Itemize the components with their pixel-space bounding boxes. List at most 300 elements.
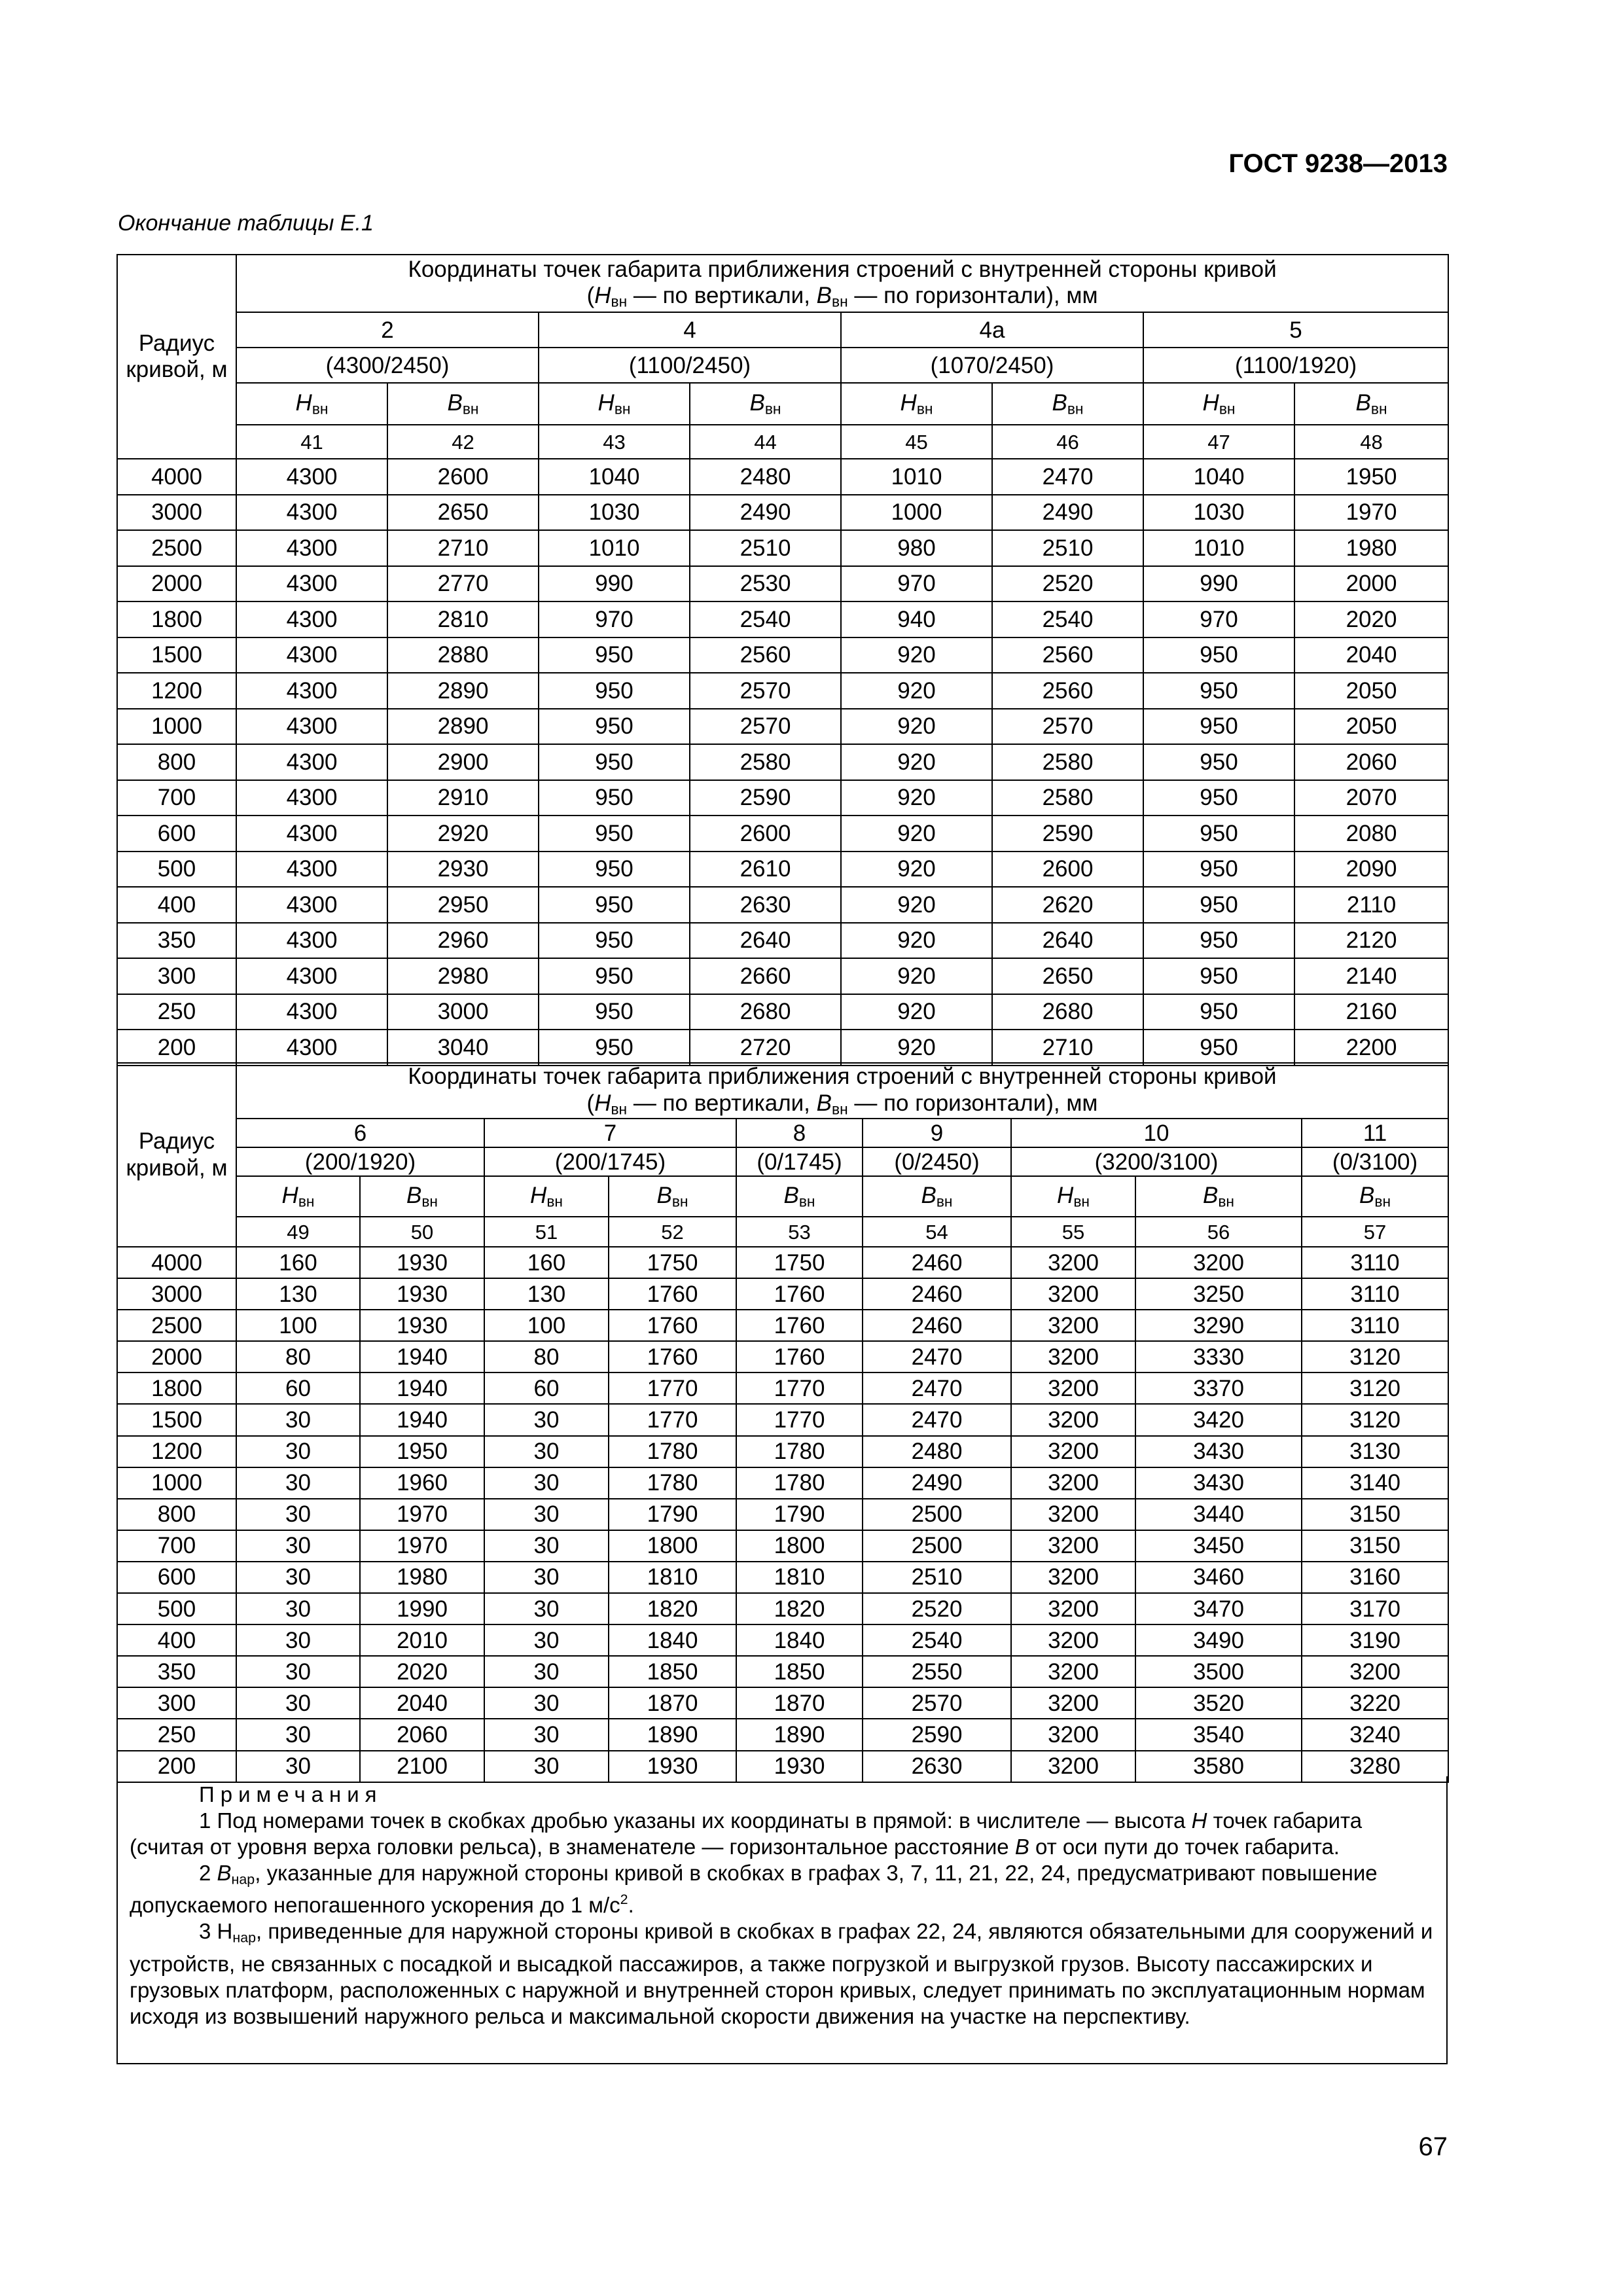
h-column-header: $H_{вн}$ — [1011, 1176, 1135, 1217]
value-cell: 30 — [236, 1751, 360, 1782]
value-cell: 920 — [841, 709, 992, 745]
value-cell: 1030 — [539, 495, 690, 531]
value-cell: 2890 — [387, 673, 539, 709]
value-cell: 3420 — [1135, 1404, 1302, 1435]
radius-cell: 500 — [117, 1593, 236, 1624]
note-1: 1 Под номерами точек в скобках дробью указаны их координаты в прямой: в числителе — высота H точек габарита (считая от уровня верха головки рельса), в знаменателе — горизонтальное расстояние B от оси пути до точек габарита. — [130, 1808, 1363, 1859]
value-cell: 3200 — [1135, 1247, 1302, 1278]
value-cell: 1850 — [609, 1656, 736, 1687]
value-cell: 30 — [484, 1719, 609, 1750]
value-cell: 2020 — [360, 1656, 484, 1687]
value-cell: 30 — [236, 1562, 360, 1593]
b-column-header: $B_{вн}$ — [863, 1176, 1011, 1217]
value-cell: 950 — [539, 744, 690, 780]
value-cell: 2630 — [863, 1751, 1011, 1782]
value-cell: 1800 — [736, 1530, 863, 1562]
value-cell: 2540 — [863, 1624, 1011, 1656]
value-cell: 3220 — [1302, 1687, 1448, 1719]
value-cell: 1870 — [736, 1687, 863, 1719]
radius-cell: 1200 — [117, 1436, 236, 1467]
value-cell: 2000 — [1294, 566, 1448, 602]
value-cell: 4300 — [236, 958, 387, 994]
radius-cell: 250 — [117, 994, 236, 1030]
value-cell: 30 — [484, 1467, 609, 1499]
value-cell: 1980 — [360, 1562, 484, 1593]
value-cell: 4300 — [236, 744, 387, 780]
radius-cell: 700 — [117, 1530, 236, 1562]
value-cell: 2920 — [387, 816, 539, 852]
value-cell: 920 — [841, 780, 992, 816]
note-3: 3 $H_{нар}$, приведенные для наружной стороны кривой в скобках в графах 22, 24, являются обязательными для сооружений и устройств, не связанных с посадкой и высадкой пассажиров, а также погрузкой и выгрузкой грузов. Высоту пассажирских и грузовых платформ, расположенных с наружной и внутренней сторон кривых, следует принимать по эксплуатационным нормам исходя из возвышений наружного рельса и максимальной скорости движения на участке на перспективу. — [130, 1919, 1433, 2028]
table-row — [117, 1341, 1448, 1372]
value-cell: 1820 — [736, 1593, 863, 1624]
radius-header: Радиус кривой, м — [117, 1063, 236, 1247]
value-cell: 30 — [484, 1436, 609, 1467]
value-cell: 1770 — [736, 1404, 863, 1435]
value-cell: 2140 — [1294, 958, 1448, 994]
value-cell: 2050 — [1294, 709, 1448, 745]
table-row — [117, 1404, 1448, 1435]
value-cell: 30 — [484, 1562, 609, 1593]
column-number: 55 — [1011, 1217, 1135, 1247]
radius-cell: 1000 — [117, 709, 236, 745]
note-2: 2 $B_{нар}$, указанные для наружной стороны кривой в скобках в графах 3, 7, 11, 21, 22, 24, предусматривают повышение допускаемого непогашенного ускорения до 1 $м/с^2$. — [130, 1861, 1378, 1918]
value-cell: 3040 — [387, 1030, 539, 1066]
value-cell: 2590 — [863, 1719, 1011, 1750]
value-cell: 950 — [1143, 994, 1294, 1030]
value-cell: 4300 — [236, 816, 387, 852]
value-cell: 2570 — [863, 1687, 1011, 1719]
value-cell: 2650 — [387, 495, 539, 531]
b-column-header: $B_{вн}$ — [992, 383, 1143, 425]
value-cell: 130 — [484, 1278, 609, 1310]
value-cell: 990 — [539, 566, 690, 602]
value-cell: 2010 — [360, 1624, 484, 1656]
value-cell: 2460 — [863, 1247, 1011, 1278]
value-cell: 1820 — [609, 1593, 736, 1624]
value-cell: 3170 — [1302, 1593, 1448, 1624]
value-cell: 1780 — [736, 1436, 863, 1467]
value-cell: 2580 — [992, 744, 1143, 780]
value-cell: 2090 — [1294, 852, 1448, 888]
table-e1-part2 — [116, 1062, 1449, 1783]
table-row — [117, 1372, 1448, 1404]
value-cell: 950 — [539, 673, 690, 709]
value-cell: 3200 — [1011, 1467, 1135, 1499]
notes-block — [116, 1776, 1448, 2064]
value-cell: 80 — [484, 1341, 609, 1372]
value-cell: 30 — [484, 1624, 609, 1656]
radius-cell: 800 — [117, 1499, 236, 1530]
table-row — [117, 1562, 1448, 1593]
value-cell: 3200 — [1011, 1593, 1135, 1624]
value-cell: 2490 — [992, 495, 1143, 531]
value-cell: 3190 — [1302, 1624, 1448, 1656]
value-cell: 2540 — [690, 601, 841, 637]
value-cell: 1950 — [360, 1436, 484, 1467]
value-cell: 2980 — [387, 958, 539, 994]
value-cell: 3110 — [1302, 1310, 1448, 1341]
column-number: 47 — [1143, 425, 1294, 459]
value-cell: 950 — [1143, 637, 1294, 673]
value-cell: 30 — [484, 1687, 609, 1719]
table-row — [117, 1247, 1448, 1278]
value-cell: 1790 — [736, 1499, 863, 1530]
value-cell: 2900 — [387, 744, 539, 780]
value-cell: 2200 — [1294, 1030, 1448, 1066]
coords-title: Координаты точек габарита приближения строений с внутренней стороны кривой ($H_{вн}$ — по вертикали, $B_{вн}$ — по горизонтали), мм — [236, 1063, 1448, 1119]
point-coords: (1070/2450) — [841, 348, 1143, 383]
value-cell: 3110 — [1302, 1247, 1448, 1278]
value-cell: 3200 — [1011, 1278, 1135, 1310]
value-cell: 950 — [539, 994, 690, 1030]
value-cell: 4300 — [236, 637, 387, 673]
table-row — [117, 530, 1448, 566]
value-cell: 3120 — [1302, 1404, 1448, 1435]
value-cell: 3430 — [1135, 1436, 1302, 1467]
value-cell: 30 — [236, 1467, 360, 1499]
value-cell: 30 — [236, 1593, 360, 1624]
value-cell: 1760 — [609, 1341, 736, 1372]
value-cell: 2470 — [992, 459, 1143, 495]
point-number: 9 — [863, 1119, 1011, 1147]
radius-cell: 200 — [117, 1751, 236, 1782]
point-coords: (1100/2450) — [539, 348, 841, 383]
value-cell: 950 — [1143, 887, 1294, 923]
radius-cell: 400 — [117, 887, 236, 923]
value-cell: 2570 — [690, 709, 841, 745]
column-number: 56 — [1135, 1217, 1302, 1247]
value-cell: 950 — [1143, 673, 1294, 709]
value-cell: 30 — [484, 1751, 609, 1782]
value-cell: 950 — [1143, 1030, 1294, 1066]
value-cell: 2510 — [992, 530, 1143, 566]
value-cell: 2660 — [690, 958, 841, 994]
value-cell: 2640 — [992, 923, 1143, 959]
table-row — [117, 1719, 1448, 1750]
radius-header: Радиус кривой, м — [117, 255, 236, 459]
column-numbers-row — [117, 425, 1448, 459]
value-cell: 3200 — [1011, 1372, 1135, 1404]
value-cell: 950 — [1143, 709, 1294, 745]
column-number: 43 — [539, 425, 690, 459]
value-cell: 3200 — [1011, 1530, 1135, 1562]
value-cell: 920 — [841, 887, 992, 923]
point-number: 11 — [1302, 1119, 1448, 1147]
value-cell: 950 — [1143, 958, 1294, 994]
radius-cell: 1000 — [117, 1467, 236, 1499]
value-cell: 980 — [841, 530, 992, 566]
value-cell: 950 — [539, 816, 690, 852]
value-cell: 30 — [236, 1530, 360, 1562]
radius-cell: 600 — [117, 1562, 236, 1593]
point-number: 8 — [736, 1119, 863, 1147]
value-cell: 3200 — [1011, 1562, 1135, 1593]
table-row — [117, 709, 1448, 745]
value-cell: 80 — [236, 1341, 360, 1372]
value-cell: 2520 — [863, 1593, 1011, 1624]
point-coords: (3200/3100) — [1011, 1147, 1302, 1176]
column-number: 57 — [1302, 1217, 1448, 1247]
value-cell: 1790 — [609, 1499, 736, 1530]
value-cell: 30 — [236, 1404, 360, 1435]
column-number: 42 — [387, 425, 539, 459]
radius-cell: 3000 — [117, 1278, 236, 1310]
value-cell: 4300 — [236, 459, 387, 495]
value-cell: 3200 — [1011, 1624, 1135, 1656]
value-cell: 4300 — [236, 673, 387, 709]
value-cell: 2460 — [863, 1310, 1011, 1341]
value-cell: 3200 — [1011, 1341, 1135, 1372]
value-cell: 2540 — [992, 601, 1143, 637]
value-cell: 3370 — [1135, 1372, 1302, 1404]
radius-cell: 1500 — [117, 1404, 236, 1435]
column-number: 44 — [690, 425, 841, 459]
point-coords-row — [117, 348, 1448, 383]
value-cell: 2490 — [690, 495, 841, 531]
value-cell: 2590 — [992, 816, 1143, 852]
value-cell: 1750 — [609, 1247, 736, 1278]
value-cell: 3200 — [1302, 1656, 1448, 1687]
table-row — [117, 852, 1448, 888]
value-cell: 1870 — [609, 1687, 736, 1719]
value-cell: 2950 — [387, 887, 539, 923]
value-cell: 1840 — [736, 1624, 863, 1656]
point-coords: (200/1920) — [236, 1147, 484, 1176]
value-cell: 2610 — [690, 852, 841, 888]
radius-cell: 300 — [117, 1687, 236, 1719]
value-cell: 2480 — [863, 1436, 1011, 1467]
value-cell: 1810 — [736, 1562, 863, 1593]
radius-cell: 1200 — [117, 673, 236, 709]
value-cell: 3500 — [1135, 1656, 1302, 1687]
b-column-header: $B_{вн}$ — [609, 1176, 736, 1217]
value-cell: 1760 — [736, 1278, 863, 1310]
table-row — [117, 566, 1448, 602]
value-cell: 950 — [539, 709, 690, 745]
radius-cell: 1500 — [117, 637, 236, 673]
value-cell: 4300 — [236, 994, 387, 1030]
value-cell: 4300 — [236, 495, 387, 531]
h-column-header: $H_{вн}$ — [236, 383, 387, 425]
value-cell: 2590 — [690, 780, 841, 816]
value-cell: 3200 — [1011, 1404, 1135, 1435]
point-number: 7 — [484, 1119, 736, 1147]
value-cell: 1040 — [539, 459, 690, 495]
value-cell: 920 — [841, 637, 992, 673]
table-row — [117, 1436, 1448, 1467]
value-cell: 2600 — [992, 852, 1143, 888]
point-number: 4а — [841, 312, 1143, 348]
value-cell: 1930 — [609, 1751, 736, 1782]
value-cell: 3250 — [1135, 1278, 1302, 1310]
value-cell: 1030 — [1143, 495, 1294, 531]
point-coords: (200/1745) — [484, 1147, 736, 1176]
value-cell: 3330 — [1135, 1341, 1302, 1372]
value-cell: 30 — [484, 1593, 609, 1624]
value-cell: 950 — [539, 1030, 690, 1066]
b-column-header: $B_{вн}$ — [736, 1176, 863, 1217]
value-cell: 30 — [484, 1499, 609, 1530]
value-cell: 950 — [539, 958, 690, 994]
point-number: 5 — [1143, 312, 1448, 348]
value-cell: 3150 — [1302, 1530, 1448, 1562]
value-cell: 950 — [539, 637, 690, 673]
value-cell: 3140 — [1302, 1467, 1448, 1499]
value-cell: 1970 — [360, 1499, 484, 1530]
column-number: 49 — [236, 1217, 360, 1247]
value-cell: 3200 — [1011, 1687, 1135, 1719]
value-cell: 3200 — [1011, 1656, 1135, 1687]
value-cell: 2910 — [387, 780, 539, 816]
value-cell: 950 — [539, 780, 690, 816]
radius-cell: 3000 — [117, 495, 236, 531]
value-cell: 2960 — [387, 923, 539, 959]
value-cell: 1760 — [736, 1310, 863, 1341]
value-cell: 1850 — [736, 1656, 863, 1687]
value-cell: 950 — [539, 923, 690, 959]
value-cell: 3520 — [1135, 1687, 1302, 1719]
radius-cell: 250 — [117, 1719, 236, 1750]
table-row — [117, 816, 1448, 852]
value-cell: 1760 — [609, 1278, 736, 1310]
value-cell: 920 — [841, 1030, 992, 1066]
value-cell: 2650 — [992, 958, 1143, 994]
column-number: 50 — [360, 1217, 484, 1247]
value-cell: 1930 — [360, 1278, 484, 1310]
value-cell: 3540 — [1135, 1719, 1302, 1750]
value-cell: 1800 — [609, 1530, 736, 1562]
point-coords: (0/2450) — [863, 1147, 1011, 1176]
value-cell: 4300 — [236, 709, 387, 745]
value-cell: 30 — [236, 1624, 360, 1656]
value-cell: 160 — [236, 1247, 360, 1278]
value-cell: 4300 — [236, 1030, 387, 1066]
point-numbers-row — [117, 312, 1448, 348]
value-cell: 2680 — [690, 994, 841, 1030]
value-cell: 1940 — [360, 1404, 484, 1435]
value-cell: 920 — [841, 994, 992, 1030]
value-cell: 1930 — [360, 1310, 484, 1341]
value-cell: 2070 — [1294, 780, 1448, 816]
value-cell: 970 — [1143, 601, 1294, 637]
table-row — [117, 1030, 1448, 1066]
table-row — [117, 1593, 1448, 1624]
value-cell: 920 — [841, 958, 992, 994]
table-row — [117, 994, 1448, 1030]
radius-cell: 4000 — [117, 459, 236, 495]
value-cell: 940 — [841, 601, 992, 637]
value-cell: 2110 — [1294, 887, 1448, 923]
radius-cell: 500 — [117, 852, 236, 888]
value-cell: 1970 — [1294, 495, 1448, 531]
value-cell: 3440 — [1135, 1499, 1302, 1530]
value-cell: 3200 — [1011, 1247, 1135, 1278]
b-column-header: $B_{вн}$ — [690, 383, 841, 425]
value-cell: 2810 — [387, 601, 539, 637]
value-cell: 2560 — [992, 637, 1143, 673]
value-cell: 3450 — [1135, 1530, 1302, 1562]
value-cell: 2570 — [992, 709, 1143, 745]
table-row — [117, 887, 1448, 923]
h-column-header: $H_{вн}$ — [539, 383, 690, 425]
value-cell: 2040 — [360, 1687, 484, 1719]
b-column-header: $B_{вн}$ — [1135, 1176, 1302, 1217]
value-cell: 2630 — [690, 887, 841, 923]
value-cell: 3490 — [1135, 1624, 1302, 1656]
value-cell: 1770 — [736, 1372, 863, 1404]
table2-body — [117, 1247, 1448, 1782]
b-column-header: $B_{вн}$ — [387, 383, 539, 425]
value-cell: 1010 — [1143, 530, 1294, 566]
h-column-header: $H_{вн}$ — [484, 1176, 609, 1217]
value-cell: 3430 — [1135, 1467, 1302, 1499]
value-cell: 2620 — [992, 887, 1143, 923]
value-cell: 2550 — [863, 1656, 1011, 1687]
value-cell: 2490 — [863, 1467, 1011, 1499]
value-cell: 970 — [539, 601, 690, 637]
radius-cell: 2000 — [117, 1341, 236, 1372]
value-cell: 4300 — [236, 530, 387, 566]
value-cell: 4300 — [236, 566, 387, 602]
value-cell: 100 — [484, 1310, 609, 1341]
value-cell: 160 — [484, 1247, 609, 1278]
hb-header-row — [117, 383, 1448, 425]
hb-header-row — [117, 1176, 1448, 1217]
column-number: 48 — [1294, 425, 1448, 459]
value-cell: 1010 — [841, 459, 992, 495]
value-cell: 2500 — [863, 1499, 1011, 1530]
value-cell: 2500 — [863, 1530, 1011, 1562]
value-cell: 3240 — [1302, 1719, 1448, 1750]
radius-cell: 300 — [117, 958, 236, 994]
value-cell: 1940 — [360, 1372, 484, 1404]
value-cell: 30 — [236, 1499, 360, 1530]
value-cell: 3120 — [1302, 1341, 1448, 1372]
value-cell: 1960 — [360, 1467, 484, 1499]
table-row — [117, 780, 1448, 816]
column-number: 52 — [609, 1217, 736, 1247]
table-row — [117, 1467, 1448, 1499]
value-cell: 4300 — [236, 601, 387, 637]
column-number: 41 — [236, 425, 387, 459]
value-cell: 2470 — [863, 1404, 1011, 1435]
table-row — [117, 495, 1448, 531]
value-cell: 2930 — [387, 852, 539, 888]
radius-cell: 2500 — [117, 1310, 236, 1341]
coords-title: Координаты точек габарита приближения строений с внутренней стороны кривой ($H_{вн}$ — по вертикали, $B_{вн}$ — по горизонтали), мм — [236, 255, 1448, 312]
value-cell: 1940 — [360, 1341, 484, 1372]
value-cell: 30 — [236, 1656, 360, 1687]
value-cell: 30 — [484, 1404, 609, 1435]
table1-body — [117, 459, 1448, 1066]
table-row — [117, 601, 1448, 637]
table-row — [117, 459, 1448, 495]
value-cell: 3160 — [1302, 1562, 1448, 1593]
value-cell: 2100 — [360, 1751, 484, 1782]
value-cell: 60 — [484, 1372, 609, 1404]
value-cell: 1750 — [736, 1247, 863, 1278]
value-cell: 30 — [484, 1530, 609, 1562]
value-cell: 100 — [236, 1310, 360, 1341]
value-cell: 1000 — [841, 495, 992, 531]
radius-cell: 350 — [117, 1656, 236, 1687]
b-column-header: $B_{вн}$ — [1294, 383, 1448, 425]
column-number: 53 — [736, 1217, 863, 1247]
value-cell: 2480 — [690, 459, 841, 495]
value-cell: 3200 — [1011, 1310, 1135, 1341]
value-cell: 1980 — [1294, 530, 1448, 566]
